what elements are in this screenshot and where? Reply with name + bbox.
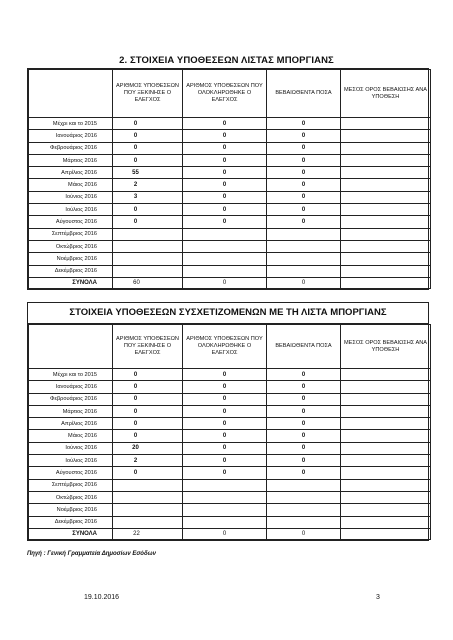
table-row xyxy=(29,479,431,491)
completed-count-cell: 0 xyxy=(183,191,267,203)
started-count-cell: 20 xyxy=(113,442,183,454)
amounts-cell xyxy=(267,491,341,503)
average-cell xyxy=(341,491,431,503)
amounts-cell: 0 xyxy=(267,167,341,179)
table-row xyxy=(29,216,431,228)
started-count-cell: 0 xyxy=(113,204,183,216)
average-cell xyxy=(341,381,431,393)
average-cell xyxy=(341,253,431,265)
completed-count-cell xyxy=(183,240,267,252)
row-label-cell: Οκτώβριος 2016 xyxy=(29,491,113,503)
amounts-cell: 0 xyxy=(267,369,341,381)
row-label-cell: Νοέμβριος 2016 xyxy=(29,253,113,265)
average-cell xyxy=(341,405,431,417)
amounts-cell: 0 xyxy=(267,130,341,142)
row-label-cell: Οκτώβριος 2016 xyxy=(29,240,113,252)
amounts-cell: 0 xyxy=(267,393,341,405)
amounts-cell: 0 xyxy=(267,216,341,228)
table-row xyxy=(29,142,431,154)
row-label-cell: Μέχρι και το 2015 xyxy=(29,118,113,130)
started-count-cell: 0 xyxy=(113,393,183,405)
table-row xyxy=(29,265,431,277)
amounts-cell xyxy=(267,253,341,265)
total-amounts-cell: 0 xyxy=(267,528,341,539)
table-row xyxy=(29,418,431,430)
row-label-cell: Ιούνιος 2016 xyxy=(29,191,113,203)
started-count-cell xyxy=(113,504,183,516)
total-started-cell: 60 xyxy=(113,277,183,288)
started-count-cell: 0 xyxy=(113,130,183,142)
average-cell xyxy=(341,167,431,179)
total-started-cell: 22 xyxy=(113,528,183,539)
amounts-cell xyxy=(267,228,341,240)
table-row xyxy=(29,516,431,528)
amounts-cell: 0 xyxy=(267,381,341,393)
header-empty xyxy=(29,325,113,369)
row-label-cell: Φεβρουάριος 2016 xyxy=(29,142,113,154)
header-average: ΜΕΣΟΣ ΟΡΟΣ ΒΕΒΑΙΩΣΗΣ ΑΝΑ ΥΠΟΘΕΣΗ xyxy=(341,325,431,369)
row-label-cell: Αύγουστος 2016 xyxy=(29,216,113,228)
average-cell xyxy=(341,467,431,479)
table-row xyxy=(29,467,431,479)
average-cell xyxy=(341,265,431,277)
completed-count-cell: 0 xyxy=(183,418,267,430)
table-section1 xyxy=(27,68,429,290)
amounts-cell: 0 xyxy=(267,405,341,417)
started-count-cell: 0 xyxy=(113,142,183,154)
row-label-cell: Μέχρι και το 2015 xyxy=(29,369,113,381)
completed-count-cell: 0 xyxy=(183,216,267,228)
total-average-cell xyxy=(341,528,431,539)
started-count-cell: 55 xyxy=(113,167,183,179)
average-cell xyxy=(341,369,431,381)
average-cell xyxy=(341,479,431,491)
header-started: ΑΡΙΘΜΟΣ ΥΠΟΘΕΣΕΩΝ ΠΟΥ ΞΕΚΙΝΗΣΕ Ο ΕΛΕΓΧΟΣ xyxy=(113,70,183,118)
amounts-cell: 0 xyxy=(267,418,341,430)
started-count-cell: 0 xyxy=(113,467,183,479)
started-count-cell xyxy=(113,265,183,277)
table-row xyxy=(29,442,431,454)
table-row xyxy=(29,191,431,203)
table-row xyxy=(29,154,431,166)
table-row xyxy=(29,130,431,142)
table-row xyxy=(29,118,431,130)
started-count-cell xyxy=(113,228,183,240)
completed-count-cell: 0 xyxy=(183,381,267,393)
average-cell xyxy=(341,393,431,405)
row-label-cell: Ιανουάριος 2016 xyxy=(29,130,113,142)
header-average: ΜΕΣΟΣ ΟΡΟΣ ΒΕΒΑΙΩΣΗΣ ΑΝΑ ΥΠΟΘΕΣΗ xyxy=(341,70,431,118)
amounts-cell: 0 xyxy=(267,442,341,454)
row-label-cell: Μάιος 2016 xyxy=(29,179,113,191)
row-label-cell: Απρίλιος 2016 xyxy=(29,418,113,430)
completed-count-cell xyxy=(183,479,267,491)
amounts-cell xyxy=(267,516,341,528)
started-count-cell: 0 xyxy=(113,430,183,442)
header-amounts: ΒΕΒΑΙΩΘΕΝΤΑ ΠΟΣΑ xyxy=(267,325,341,369)
table-row xyxy=(29,491,431,503)
table-row xyxy=(29,167,431,179)
amounts-cell: 0 xyxy=(267,467,341,479)
header-amounts: ΒΕΒΑΙΩΘΕΝΤΑ ΠΟΣΑ xyxy=(267,70,341,118)
completed-count-cell: 0 xyxy=(183,118,267,130)
row-label-cell: Νοέμβριος 2016 xyxy=(29,504,113,516)
completed-count-cell: 0 xyxy=(183,442,267,454)
completed-count-cell: 0 xyxy=(183,154,267,166)
amounts-cell: 0 xyxy=(267,455,341,467)
completed-count-cell: 0 xyxy=(183,204,267,216)
completed-count-cell xyxy=(183,265,267,277)
table-row xyxy=(29,504,431,516)
average-cell xyxy=(341,442,431,454)
row-label-cell: Ιούλιος 2016 xyxy=(29,204,113,216)
completed-count-cell: 0 xyxy=(183,467,267,479)
table-row xyxy=(29,228,431,240)
total-average-cell xyxy=(341,277,431,288)
average-cell xyxy=(341,179,431,191)
totals-label-cell: ΣΥΝΟΛΑ xyxy=(29,277,113,288)
amounts-cell: 0 xyxy=(267,118,341,130)
started-count-cell xyxy=(113,240,183,252)
started-count-cell: 0 xyxy=(113,216,183,228)
table-row xyxy=(29,381,431,393)
row-label-cell: Ιούνιος 2016 xyxy=(29,442,113,454)
completed-count-cell xyxy=(183,516,267,528)
totals-row xyxy=(29,528,431,539)
amounts-cell xyxy=(267,504,341,516)
section1-title: 2. ΣΤΟΙΧΕΙΑ ΥΠΟΘΕΣΕΩΝ ΛΙΣΤΑΣ ΜΠΟΡΓΙΑΝΣ xyxy=(119,55,334,66)
average-cell xyxy=(341,154,431,166)
started-count-cell: 0 xyxy=(113,369,183,381)
totals-row xyxy=(29,277,431,288)
average-cell xyxy=(341,142,431,154)
started-count-cell: 0 xyxy=(113,418,183,430)
amounts-cell xyxy=(267,265,341,277)
completed-count-cell: 0 xyxy=(183,167,267,179)
started-count-cell: 2 xyxy=(113,179,183,191)
average-cell xyxy=(341,504,431,516)
completed-count-cell: 0 xyxy=(183,142,267,154)
started-count-cell: 0 xyxy=(113,405,183,417)
total-completed-cell: 0 xyxy=(183,528,267,539)
completed-count-cell: 0 xyxy=(183,369,267,381)
started-count-cell: 0 xyxy=(113,118,183,130)
row-label-cell: Φεβρουάριος 2016 xyxy=(29,393,113,405)
header-completed: ΑΡΙΘΜΟΣ ΥΠΟΘΕΣΕΩΝ ΠΟΥ ΟΛΟΚΛΗΡΩΘΗΚΕ Ο ΕΛΕΓΧΟΣ xyxy=(183,70,267,118)
completed-count-cell xyxy=(183,504,267,516)
started-count-cell: 3 xyxy=(113,191,183,203)
started-count-cell: 0 xyxy=(113,381,183,393)
completed-count-cell: 0 xyxy=(183,179,267,191)
completed-count-cell: 0 xyxy=(183,405,267,417)
started-count-cell: 0 xyxy=(113,154,183,166)
table-row xyxy=(29,179,431,191)
average-cell xyxy=(341,430,431,442)
row-label-cell: Σεπτέμβριος 2016 xyxy=(29,228,113,240)
table-row xyxy=(29,369,431,381)
table-row xyxy=(29,204,431,216)
row-label-cell: Αύγουστος 2016 xyxy=(29,467,113,479)
totals-label-cell: ΣΥΝΟΛΑ xyxy=(29,528,113,539)
row-label-cell: Απρίλιος 2016 xyxy=(29,167,113,179)
row-label-cell: Μάιος 2016 xyxy=(29,430,113,442)
completed-count-cell xyxy=(183,253,267,265)
average-cell xyxy=(341,204,431,216)
row-label-cell: Δεκέμβριος 2016 xyxy=(29,265,113,277)
table-row xyxy=(29,253,431,265)
completed-count-cell: 0 xyxy=(183,455,267,467)
row-label-cell: Δεκέμβριος 2016 xyxy=(29,516,113,528)
completed-count-cell xyxy=(183,491,267,503)
average-cell xyxy=(341,516,431,528)
started-count-cell xyxy=(113,516,183,528)
table-row xyxy=(29,455,431,467)
average-cell xyxy=(341,191,431,203)
source-note: Πηγή : Γενική Γραμματεία Δημοσίων Εσόδων xyxy=(27,551,156,557)
completed-count-cell: 0 xyxy=(183,393,267,405)
average-cell xyxy=(341,216,431,228)
started-count-cell xyxy=(113,479,183,491)
footer-page-number: 3 xyxy=(376,594,380,601)
total-amounts-cell: 0 xyxy=(267,277,341,288)
started-count-cell xyxy=(113,491,183,503)
average-cell xyxy=(341,118,431,130)
average-cell xyxy=(341,240,431,252)
row-label-cell: Μάρτιος 2016 xyxy=(29,405,113,417)
started-count-cell: 2 xyxy=(113,455,183,467)
completed-count-cell xyxy=(183,228,267,240)
amounts-cell: 0 xyxy=(267,191,341,203)
footer-date: 19.10.2016 xyxy=(84,594,120,601)
table-row xyxy=(29,240,431,252)
completed-count-cell: 0 xyxy=(183,130,267,142)
row-label-cell: Σεπτέμβριος 2016 xyxy=(29,479,113,491)
amounts-cell xyxy=(267,240,341,252)
average-cell xyxy=(341,228,431,240)
row-label-cell: Ιούλιος 2016 xyxy=(29,455,113,467)
amounts-cell: 0 xyxy=(267,430,341,442)
table-row xyxy=(29,393,431,405)
header-completed: ΑΡΙΘΜΟΣ ΥΠΟΘΕΣΕΩΝ ΠΟΥ ΟΛΟΚΛΗΡΩΘΗΚΕ Ο ΕΛΕΓΧΟΣ xyxy=(183,325,267,369)
average-cell xyxy=(341,130,431,142)
section2-title: ΣΤΟΙΧΕΙΑ ΥΠΟΘΕΣΕΩΝ ΣΥΣΧΕΤΙΖΟΜΕΝΩΝ ΜΕ ΤΗ ΛΙΣΤΑ ΜΠΟΡΓΙΑΝΣ xyxy=(28,303,428,324)
started-count-cell xyxy=(113,253,183,265)
row-label-cell: Ιανουάριος 2016 xyxy=(29,381,113,393)
amounts-cell xyxy=(267,479,341,491)
amounts-cell: 0 xyxy=(267,142,341,154)
row-label-cell: Μάρτιος 2016 xyxy=(29,154,113,166)
total-completed-cell: 0 xyxy=(183,277,267,288)
amounts-cell: 0 xyxy=(267,204,341,216)
table-section2 xyxy=(27,302,429,541)
average-cell xyxy=(341,418,431,430)
table-row xyxy=(29,405,431,417)
amounts-cell: 0 xyxy=(267,154,341,166)
table-row xyxy=(29,430,431,442)
amounts-cell: 0 xyxy=(267,179,341,191)
header-empty xyxy=(29,70,113,118)
average-cell xyxy=(341,455,431,467)
completed-count-cell: 0 xyxy=(183,430,267,442)
header-started: ΑΡΙΘΜΟΣ ΥΠΟΘΕΣΕΩΝ ΠΟΥ ΞΕΚΙΝΗΣΕ Ο ΕΛΕΓΧΟΣ xyxy=(113,325,183,369)
